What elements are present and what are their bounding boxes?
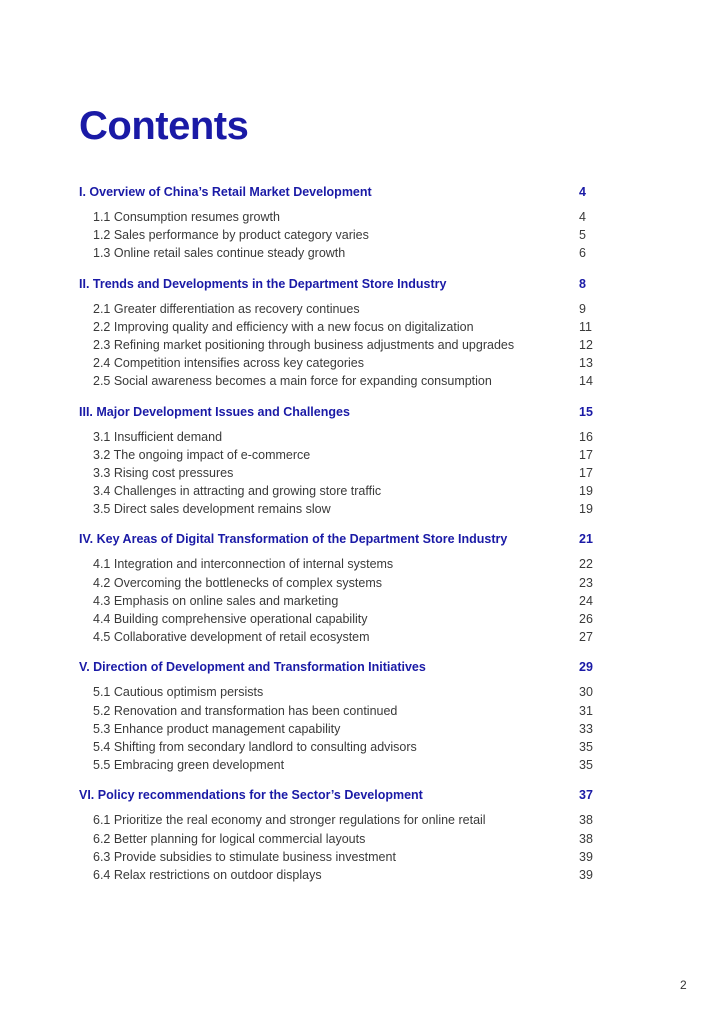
toc-entry[interactable] xyxy=(79,811,599,829)
toc-entry-page: 12 xyxy=(579,337,593,352)
page-title: Contents xyxy=(79,104,249,148)
toc-entry-page: 24 xyxy=(579,593,593,608)
toc-entry[interactable] xyxy=(79,300,599,318)
toc-entry-title: 1.1 Consumption resumes growth xyxy=(93,210,280,224)
toc-entry-page: 6 xyxy=(579,246,586,261)
toc-entry-title: 2.2 Improving quality and efficiency with a new focus on digitalization xyxy=(93,319,474,334)
toc-section-page: 8 xyxy=(579,276,586,291)
toc-entry-page: 17 xyxy=(579,447,593,462)
toc-section-title: I. Overview of China’s Retail Market Development xyxy=(79,185,372,199)
toc-entry-page: 30 xyxy=(579,685,593,700)
toc-entry-title: 6.2 Better planning for logical commercial layouts xyxy=(93,831,366,846)
toc-entry-title: 6.1 Prioritize the real economy and stronger regulations for online retail xyxy=(93,813,486,828)
table-of-contents xyxy=(79,183,599,896)
toc-entry-title: 2.5 Social awareness becomes a main force for expanding consumption xyxy=(93,374,492,389)
toc-entry-title: 4.3 Emphasis on online sales and marketing xyxy=(93,593,339,608)
toc-entry-page: 17 xyxy=(579,465,593,480)
toc-section-heading[interactable] xyxy=(79,275,599,293)
toc-entry-page: 39 xyxy=(579,849,593,864)
toc-section-title: V. Direction of Development and Transformation Initiatives xyxy=(79,660,426,675)
toc-entry[interactable] xyxy=(79,428,599,446)
toc-entry-page: 35 xyxy=(579,739,593,754)
toc-entry[interactable] xyxy=(79,610,599,628)
toc-entry[interactable] xyxy=(79,318,599,336)
toc-entry-title: 5.4 Shifting from secondary landlord to consulting advisors xyxy=(93,739,417,754)
toc-entry-page: 9 xyxy=(579,301,586,316)
toc-section-3 xyxy=(79,403,599,519)
toc-entry-title: 1.3 Online retail sales continue steady growth xyxy=(93,246,346,261)
toc-entry-title: 4.5 Collaborative development of retail ecosystem xyxy=(93,630,370,645)
toc-entry-page: 13 xyxy=(579,356,593,371)
toc-section-page: 29 xyxy=(579,660,593,675)
toc-entry-page: 16 xyxy=(579,429,593,444)
toc-entry-title: 3.3 Rising cost pressures xyxy=(93,465,234,480)
toc-entry-title: 2.1 Greater differentiation as recovery continues xyxy=(93,301,360,316)
toc-entry-title: 2.4 Competition intensifies across key categories xyxy=(93,356,364,371)
toc-section-1 xyxy=(79,183,599,263)
toc-section-heading[interactable] xyxy=(79,658,599,676)
toc-entry-title: 3.2 The ongoing impact of e-commerce xyxy=(93,447,311,462)
page-number: 2 xyxy=(680,978,687,992)
toc-entry-page: 23 xyxy=(579,575,593,590)
toc-entry-title: 6.3 Provide subsidies to stimulate business investment xyxy=(93,849,396,864)
toc-entry-page: 19 xyxy=(579,502,593,517)
toc-entry[interactable] xyxy=(79,464,599,482)
toc-entry-title: 4.1 Integration and interconnection of internal systems xyxy=(93,557,394,572)
toc-entry-title: 2.3 Refining market positioning through business adjustments and upgrades xyxy=(93,337,515,352)
toc-entry-title: 3.4 Challenges in attracting and growing store traffic xyxy=(93,484,382,499)
toc-entry[interactable] xyxy=(79,720,599,738)
toc-entry[interactable] xyxy=(79,574,599,592)
toc-entry[interactable] xyxy=(79,592,599,610)
toc-entry[interactable] xyxy=(79,683,599,701)
toc-section-4 xyxy=(79,530,599,646)
toc-entry-page: 26 xyxy=(579,612,593,626)
toc-entry-title: 5.2 Renovation and transformation has been continued xyxy=(93,703,398,718)
toc-section-heading[interactable] xyxy=(79,786,599,804)
toc-entry-title: 5.1 Cautious optimism persists xyxy=(93,685,264,700)
toc-entry-title: 3.5 Direct sales development remains slow xyxy=(93,502,331,517)
toc-entry-title: 3.1 Insufficient demand xyxy=(93,429,223,444)
toc-section-title: IV. Key Areas of Digital Transformation of the Department Store Industry xyxy=(79,532,508,547)
toc-entry[interactable] xyxy=(79,555,599,573)
toc-section-title: II. Trends and Developments in the Department Store Industry xyxy=(79,276,447,291)
toc-section-page: 21 xyxy=(579,532,593,547)
toc-section-page: 37 xyxy=(579,788,593,803)
toc-entry-title: 5.5 Embracing green development xyxy=(93,758,285,773)
toc-entry[interactable] xyxy=(79,372,599,390)
toc-entry-page: 35 xyxy=(579,758,593,773)
toc-entry-page: 39 xyxy=(579,867,593,882)
toc-entry[interactable] xyxy=(79,756,599,774)
toc-entry[interactable] xyxy=(79,702,599,720)
toc-entry[interactable] xyxy=(79,500,599,518)
toc-entry[interactable] xyxy=(79,336,599,354)
toc-entry-page: 4 xyxy=(579,210,586,224)
toc-entry[interactable] xyxy=(79,866,599,884)
toc-section-heading[interactable] xyxy=(79,530,599,548)
toc-entry-page: 19 xyxy=(579,484,593,499)
toc-entry-title: 1.2 Sales performance by product category varies xyxy=(93,228,369,243)
toc-section-heading[interactable] xyxy=(79,183,599,201)
toc-entry-page: 22 xyxy=(579,557,593,572)
toc-entry-page: 33 xyxy=(579,721,593,736)
toc-section-6 xyxy=(79,786,599,884)
toc-entry-page: 14 xyxy=(579,374,593,389)
toc-section-2 xyxy=(79,275,599,391)
toc-entry-title: 5.3 Enhance product management capability xyxy=(93,721,341,736)
toc-entry-title: 4.2 Overcoming the bottlenecks of complex systems xyxy=(93,575,383,590)
toc-section-page: 15 xyxy=(579,404,593,419)
toc-entry[interactable] xyxy=(79,628,599,646)
toc-entry[interactable] xyxy=(79,830,599,848)
toc-entry[interactable] xyxy=(79,354,599,372)
toc-entry-page: 31 xyxy=(579,703,593,718)
toc-entry-page: 27 xyxy=(579,630,593,645)
toc-section-page: 4 xyxy=(579,185,586,199)
toc-entry-page: 11 xyxy=(579,319,592,334)
toc-entry-title: 4.4 Building comprehensive operational capability xyxy=(93,612,368,626)
toc-section-title: III. Major Development Issues and Challenges xyxy=(79,404,350,419)
toc-entry[interactable] xyxy=(79,738,599,756)
toc-entry[interactable] xyxy=(79,244,599,262)
toc-entry-title: 6.4 Relax restrictions on outdoor displays xyxy=(93,867,322,882)
toc-entry-page: 38 xyxy=(579,813,593,828)
toc-entry[interactable] xyxy=(79,226,599,244)
toc-entry-page: 38 xyxy=(579,831,593,846)
toc-entry[interactable] xyxy=(79,446,599,464)
toc-section-5 xyxy=(79,658,599,774)
toc-section-title: VI. Policy recommendations for the Sector’s Development xyxy=(79,788,423,803)
toc-entry[interactable] xyxy=(79,208,599,226)
toc-entry[interactable] xyxy=(79,848,599,866)
toc-section-heading[interactable] xyxy=(79,403,599,421)
toc-entry-page: 5 xyxy=(579,228,586,243)
toc-entry[interactable] xyxy=(79,482,599,500)
